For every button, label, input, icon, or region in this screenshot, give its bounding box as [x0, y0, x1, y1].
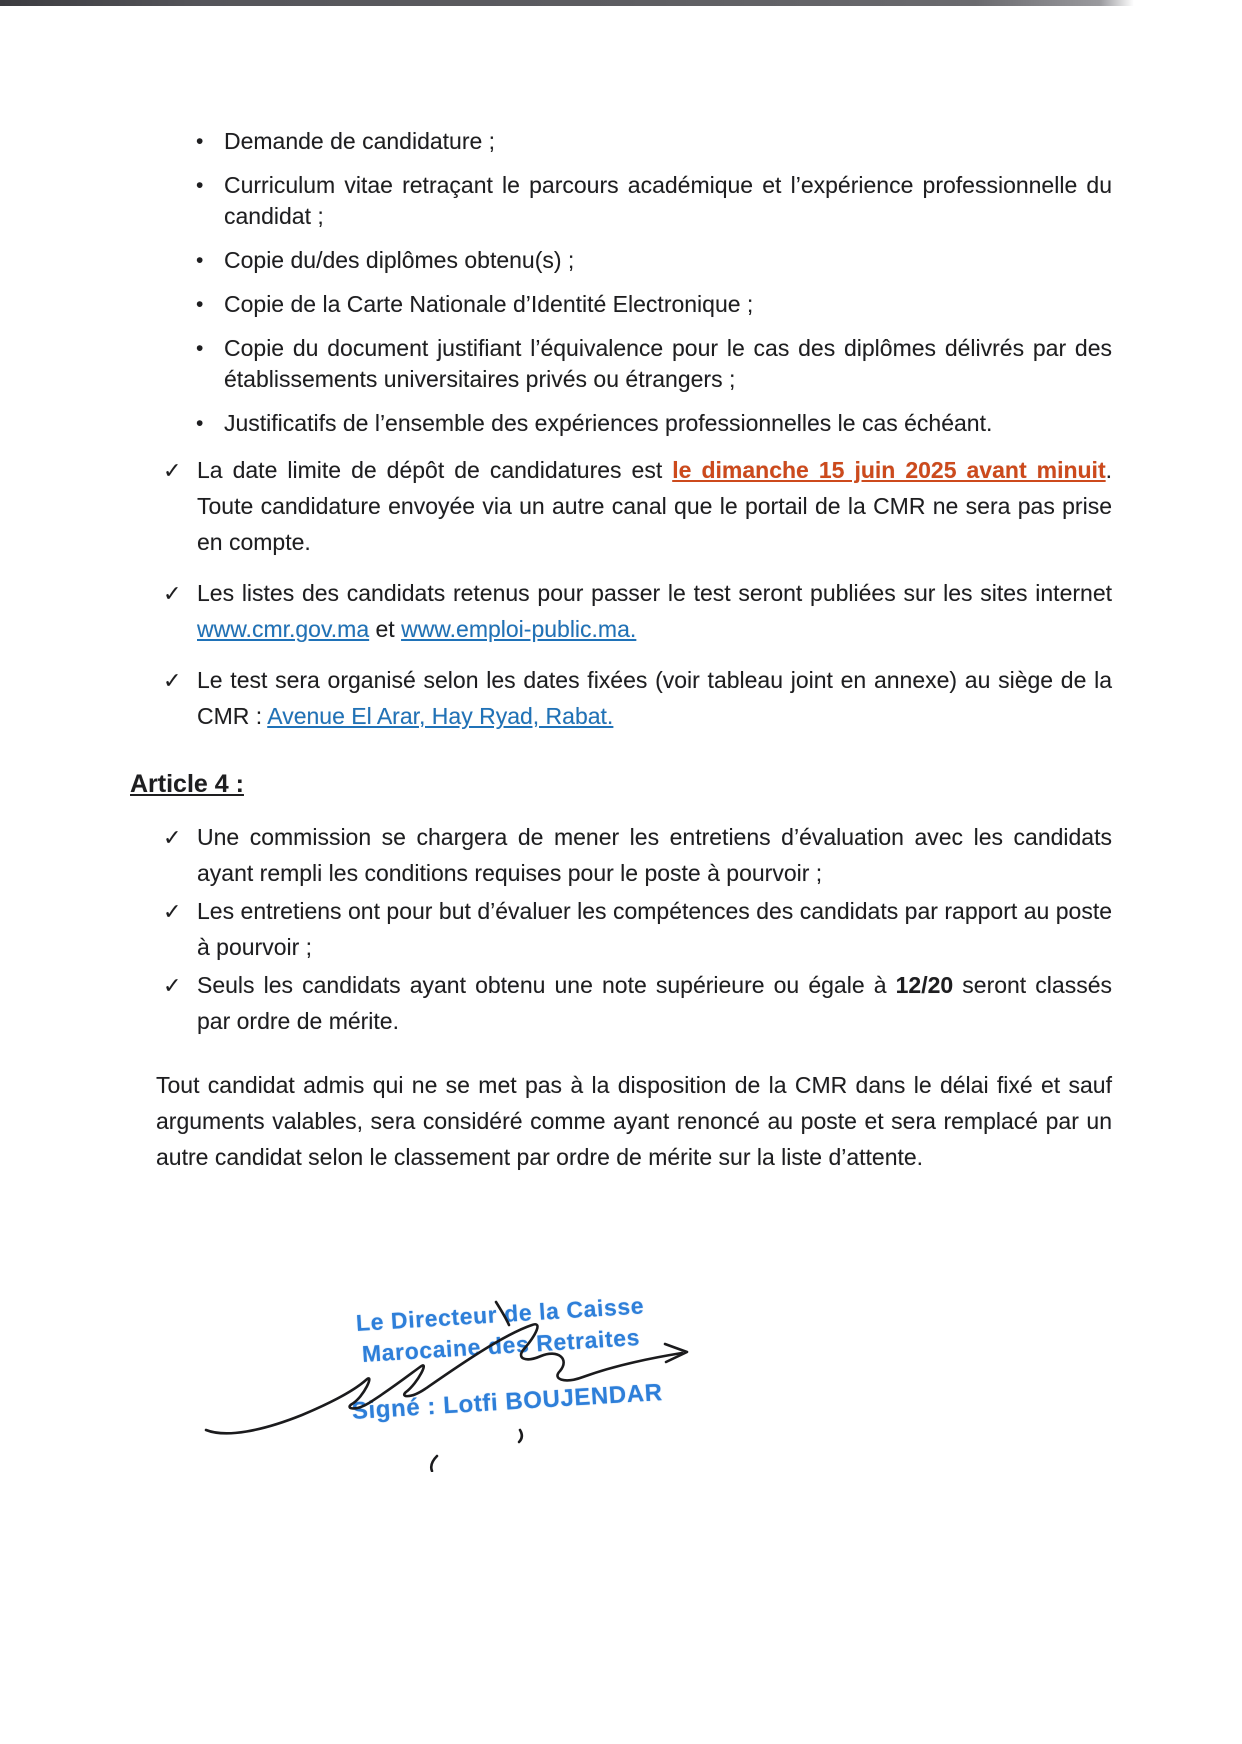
required-documents-list	[196, 126, 1112, 439]
deadline-highlight: le dimanche 15 juin 2025 avant minuit	[672, 457, 1106, 483]
document-body	[130, 126, 1112, 1175]
list-item-commission	[163, 819, 1112, 891]
interviews-text: Les entretiens ont pour but d’évaluer les compétences des candidats par rapport au poste à pourvoir ;	[197, 898, 1112, 960]
bullet-icon: •	[196, 249, 204, 272]
checkmark-icon: ✓	[163, 458, 182, 483]
publication-separator: et	[369, 616, 402, 642]
checkmark-icon: ✓	[163, 899, 182, 924]
article4-heading: Article 4 :	[130, 770, 244, 798]
scan-artifact-top-bar	[0, 0, 1134, 6]
list-item	[196, 289, 1112, 320]
list-item	[196, 126, 1112, 157]
list-item-publication	[163, 575, 1112, 647]
deadline-suffix: . Toute candidature envoyée via un autre canal que le portail de la CMR ne sera pas prise en compte.	[197, 457, 1112, 555]
stamp-title-line1: Le Directeur de la Caisse	[355, 1292, 645, 1336]
bullet-icon: •	[196, 174, 204, 197]
publication-prefix: Les listes des candidats retenus pour passer le test seront publiées sur les sites internet	[197, 580, 1112, 606]
signature-top-stroke	[496, 1302, 509, 1325]
test-prefix: Le test sera organisé selon les dates fixées (voir tableau joint en annexe) au siège de la CMR :	[197, 667, 1112, 729]
bullet-item-text: Curriculum vitae retraçant le parcours académique et l’expérience professionnelle du candidat ;	[224, 172, 1112, 229]
checkmark-icon: ✓	[163, 668, 182, 693]
bullet-item-text: Demande de candidature ;	[224, 128, 496, 154]
bullet-icon: •	[196, 293, 204, 316]
note-text	[197, 967, 1112, 1039]
list-item	[196, 245, 1112, 276]
list-item	[196, 333, 1112, 395]
bullet-icon: •	[196, 337, 204, 360]
article3-checklist	[163, 452, 1112, 734]
article4-checklist	[163, 819, 1112, 1039]
signature-scribble	[200, 1296, 700, 1472]
signature-main-stroke	[206, 1324, 682, 1433]
bullet-item-text: Justificatifs de l’ensemble des expériences professionnelles le cas échéant.	[224, 410, 993, 436]
list-item-test-location	[163, 662, 1112, 734]
checkmark-icon: ✓	[163, 581, 182, 606]
note-suffix: seront classés par ordre de mérite.	[197, 972, 1112, 1034]
list-item	[196, 408, 1112, 439]
commission-text: Une commission se chargera de mener les entretiens d’évaluation avec les candidats ayant rempli les conditions requises pour le poste à pourvoir ;	[197, 824, 1112, 886]
link-emploi-public-ma: www.emploi-public.ma.	[401, 616, 637, 642]
bullet-item-text: Copie de la Carte Nationale d’Identité Electronique ;	[224, 291, 754, 317]
list-item-deadline	[163, 452, 1112, 560]
link-address: Avenue El Arar, Hay Ryad, Rabat.	[267, 703, 614, 729]
closing-paragraph: Tout candidat admis qui ne se met pas à la disposition de la CMR dans le délai fixé et sauf arguments valables, sera considéré comme ayant renoncé au poste et sera remplacé par un autre candidat selon le classement par ordre de mérite sur la liste d’attente.	[156, 1072, 1112, 1170]
list-item-interviews	[163, 893, 1112, 965]
note-score: 12/20	[895, 972, 954, 998]
link-cmr-gov-ma: www.cmr.gov.ma	[197, 616, 370, 642]
checkmark-icon: ✓	[163, 825, 182, 850]
publication-text	[197, 575, 1112, 647]
stamp-signed-line: Signé : Lotfi BOUJENDAR	[351, 1379, 664, 1425]
checkmark-icon: ✓	[163, 973, 182, 998]
ink-mark	[519, 1430, 522, 1442]
deadline-prefix: La date limite de dépôt de candidatures est	[197, 457, 673, 483]
bullet-item-text: Copie du/des diplômes obtenu(s) ;	[224, 247, 575, 273]
bullet-icon: •	[196, 412, 204, 435]
test-location-text	[197, 662, 1112, 734]
ink-mark	[431, 1456, 437, 1471]
note-prefix: Seuls les candidats ayant obtenu une note supérieure ou égale à	[197, 972, 896, 998]
list-item	[196, 170, 1112, 232]
bullet-icon: •	[196, 130, 204, 153]
bullet-item-text: Copie du document justifiant l’équivalence pour le cas des diplômes délivrés par des établissements universitaires privés ou étrangers ;	[224, 335, 1112, 392]
deadline-text	[197, 452, 1112, 560]
list-item-note-minimale	[163, 967, 1112, 1039]
stamp-title-line2: Marocaine des Retraites	[361, 1324, 641, 1367]
